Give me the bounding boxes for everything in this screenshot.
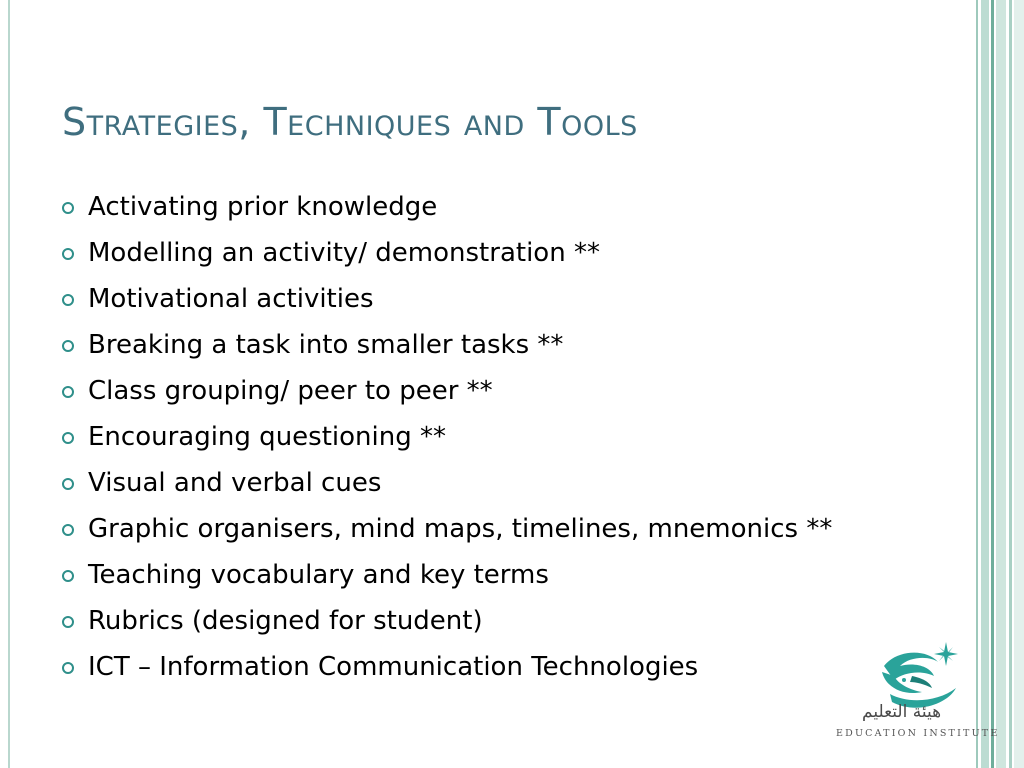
- bullet-text: Visual and verbal cues: [88, 468, 382, 498]
- bullet-item: [62, 322, 832, 368]
- stripe: [991, 0, 994, 768]
- bullet-circle-icon: [62, 432, 74, 444]
- bullet-text: Teaching vocabulary and key terms: [88, 560, 549, 590]
- logo-arabic-text: هيئة التعليم: [862, 702, 942, 722]
- bullet-circle-icon: [62, 478, 74, 490]
- bullet-item: [62, 368, 832, 414]
- bullet-circle-icon: [62, 248, 74, 260]
- stripe: [996, 0, 1006, 768]
- bullet-item: [62, 276, 832, 322]
- logo-english-text: EDUCATION INSTITUTE: [836, 728, 1000, 739]
- bullet-item: [62, 184, 832, 230]
- bullet-item: [62, 460, 832, 506]
- right-decorative-stripes: [976, 0, 1024, 768]
- bullet-text: Modelling an activity/ demonstration **: [88, 238, 600, 268]
- bullet-item: [62, 598, 832, 644]
- bullet-text: Class grouping/ peer to peer **: [88, 376, 493, 406]
- bullet-text: Encouraging questioning **: [88, 422, 446, 452]
- bullet-text: Breaking a task into smaller tasks **: [88, 330, 564, 360]
- bullet-item: [62, 506, 832, 552]
- bullet-circle-icon: [62, 524, 74, 536]
- bullet-list: [62, 184, 832, 690]
- bullet-circle-icon: [62, 202, 74, 214]
- bullet-circle-icon: [62, 570, 74, 582]
- stripe: [1009, 0, 1012, 768]
- bullet-item: [62, 230, 832, 276]
- bullet-circle-icon: [62, 340, 74, 352]
- bullet-item: [62, 414, 832, 460]
- bullet-circle-icon: [62, 616, 74, 628]
- left-border: [8, 0, 10, 768]
- bullet-text: Graphic organisers, mind maps, timelines, mnemonics **: [88, 514, 833, 544]
- bullet-circle-icon: [62, 294, 74, 306]
- bullet-text: Motivational activities: [88, 284, 374, 314]
- stripe: [981, 0, 989, 768]
- bullet-text: Activating prior knowledge: [88, 192, 438, 222]
- bullet-item: [62, 644, 832, 690]
- bullet-item: [62, 552, 832, 598]
- slide-title: Strategies, Techniques and Tools: [62, 100, 638, 144]
- bullet-circle-icon: [62, 386, 74, 398]
- bullet-text: Rubrics (designed for student): [88, 606, 483, 636]
- stripe: [1014, 0, 1024, 768]
- bullet-text: ICT – Information Communication Technologies: [88, 652, 699, 682]
- bullet-circle-icon: [62, 662, 74, 674]
